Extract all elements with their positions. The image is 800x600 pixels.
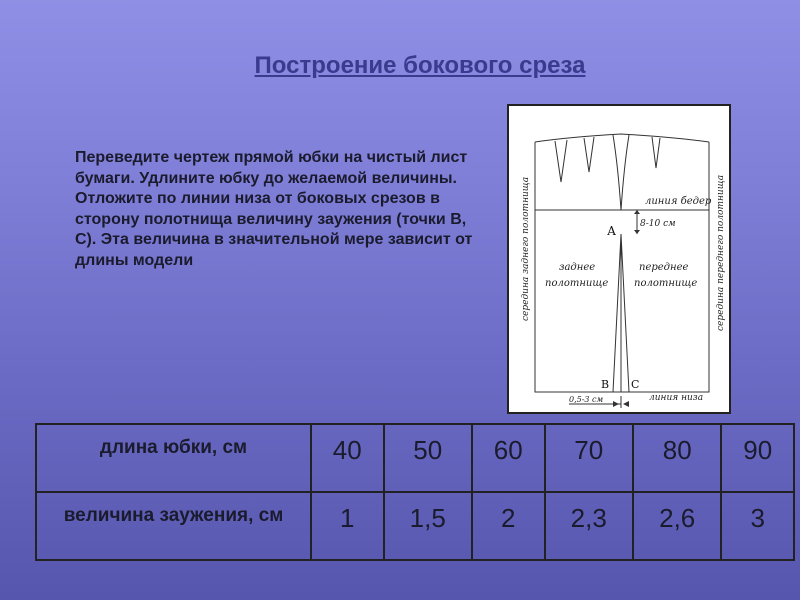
table-cell: 50 — [384, 424, 472, 492]
narrowing-table — [35, 423, 795, 561]
arrow-head-bottom — [634, 230, 640, 234]
back-panel-label-2: полотнище — [545, 278, 609, 289]
hip-line-label: линия бедер — [645, 196, 712, 207]
instruction-text: Переведите чертеж прямой юбки на чистый лист бумаги. Удлините юбку до желаемой величины. Отложите по линии низа от боковых срезов в сторону полотнища величину заужения (точки В, С). Эта величина в значительной мере зависит от длины модели — [75, 149, 473, 269]
row-header-skirt-length: длина юбки, см — [36, 424, 311, 492]
table-cell: 2 — [472, 492, 545, 560]
skirt-pattern-svg — [509, 106, 733, 416]
table-cell: 1,5 — [384, 492, 472, 560]
right-vertical-label: середина переднего полотнища — [716, 174, 726, 331]
table-row — [36, 492, 794, 560]
narrowing-arrow-1 — [613, 401, 619, 407]
narrowed-seam-c — [621, 234, 629, 392]
waist-line — [535, 134, 709, 142]
front-dart — [652, 137, 660, 168]
row-header-narrowing: величина заужения, см — [36, 492, 311, 560]
front-panel-label-1: переднее — [639, 262, 689, 273]
back-dart-2 — [584, 137, 594, 172]
table-cell: 80 — [633, 424, 721, 492]
table-cell: 60 — [472, 424, 545, 492]
table-row — [36, 424, 794, 492]
left-vertical-label: середина заднего полотнища — [521, 176, 531, 321]
front-panel-label-2: полотнище — [634, 278, 698, 289]
table-cell: 2,6 — [633, 492, 721, 560]
back-side-curve — [613, 135, 621, 210]
hem-line-label: линия низа — [649, 393, 704, 403]
table-cell: 90 — [721, 424, 794, 492]
table-cell: 1 — [311, 492, 384, 560]
table-cell: 3 — [721, 492, 794, 560]
table-cell: 70 — [545, 424, 633, 492]
back-dart-1 — [555, 140, 567, 182]
arrow-head-top — [634, 210, 640, 214]
narrowing-label: 0,5-3 см — [569, 395, 604, 404]
point-a-label: А — [607, 224, 617, 238]
front-side-curve — [621, 135, 629, 210]
hip-distance-label: 8-10 см — [640, 219, 676, 229]
narrowed-seam-b — [613, 234, 621, 392]
point-c-label: С — [631, 378, 640, 391]
point-b-label: В — [601, 378, 610, 391]
slide-title: Построение бокового среза — [254, 52, 586, 79]
table-cell: 2,3 — [545, 492, 633, 560]
narrowing-arrow-2 — [623, 401, 629, 407]
table-cell: 40 — [311, 424, 384, 492]
skirt-pattern-drawing — [507, 104, 731, 414]
back-panel-label-1: заднее — [559, 262, 596, 273]
